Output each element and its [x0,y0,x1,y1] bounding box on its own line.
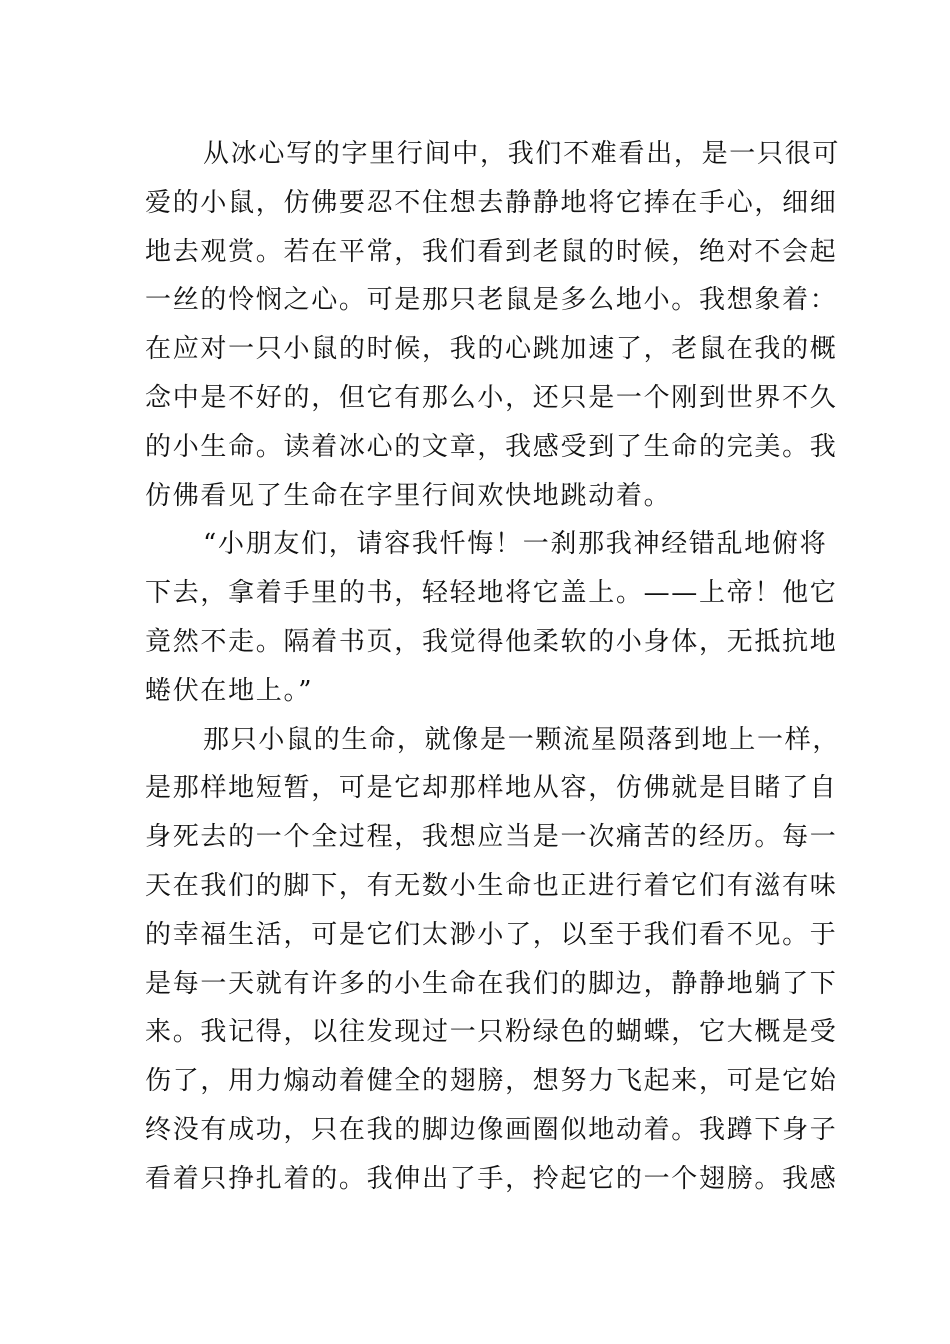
text-line: 看着只挣扎着的。我伸出了手，拎起它的一个翅膀。我感 [145,1163,838,1194]
text-line: 天在我们的脚下，有无数小生命也正进行着它们有滋有味 [145,870,838,901]
document-page [145,130,841,1204]
text-line: 仿佛看见了生命在字里行间欢快地跳动着。 [145,480,672,511]
text-line: 那只小鼠的生命，就像是一颗流星陨落到地上一样， [203,724,841,755]
text-line: 在应对一只小鼠的时候，我的心跳加速了，老鼠在我的概 [145,334,838,365]
paragraph [145,130,841,520]
text-line: 的小生命。读着冰心的文章，我感受到了生命的完美。我 [145,431,838,462]
text-line: 是那样地短暂，可是它却那样地从容，仿佛就是目睹了自 [145,773,838,804]
paragraph [145,520,838,715]
text-line: 是每一天就有许多的小生命在我们的脚边，静静地躺了下 [145,968,838,999]
text-line: 从冰心写的字里行间中，我们不难看出，是一只很可 [203,139,841,169]
text-line: 下去，拿着手里的书，轻轻地将它盖上。——上帝！他它 [145,578,838,609]
text-line: 念中是不好的，但它有那么小，还只是一个刚到世界不久 [145,382,838,413]
text-line: 竟然不走。隔着书页，我觉得他柔软的小身体，无抵抗地 [145,626,838,657]
text-line: 地去观赏。若在平常，我们看到老鼠的时候，绝对不会起 [145,236,838,267]
text-line: 蜷伏在地上。” [145,675,314,706]
text-line: “小朋友们，请容我忏悔！一刹那我神经错乱地俯将 [203,529,828,560]
text-line: 来。我记得，以往发现过一只粉绿色的蝴蝶，它大概是受 [145,1017,838,1048]
text-line: 一丝的怜悯之心。可是那只老鼠是多么地小。我想象着： [145,285,838,316]
text-line: 伤了，用力煽动着健全的翅膀，想努力飞起来，可是它始 [145,1066,838,1097]
paragraph [145,716,841,1204]
text-line: 身死去的一个全过程，我想应当是一次痛苦的经历。每一 [145,822,838,853]
text-line: 的幸福生活，可是它们太渺小了，以至于我们看不见。于 [145,919,838,950]
text-line: 终没有成功，只在我的脚边像画圈似地动着。我蹲下身子 [145,1114,838,1145]
text-line: 爱的小鼠，仿佛要忍不住想去静静地将它捧在手心，细细 [145,187,838,218]
